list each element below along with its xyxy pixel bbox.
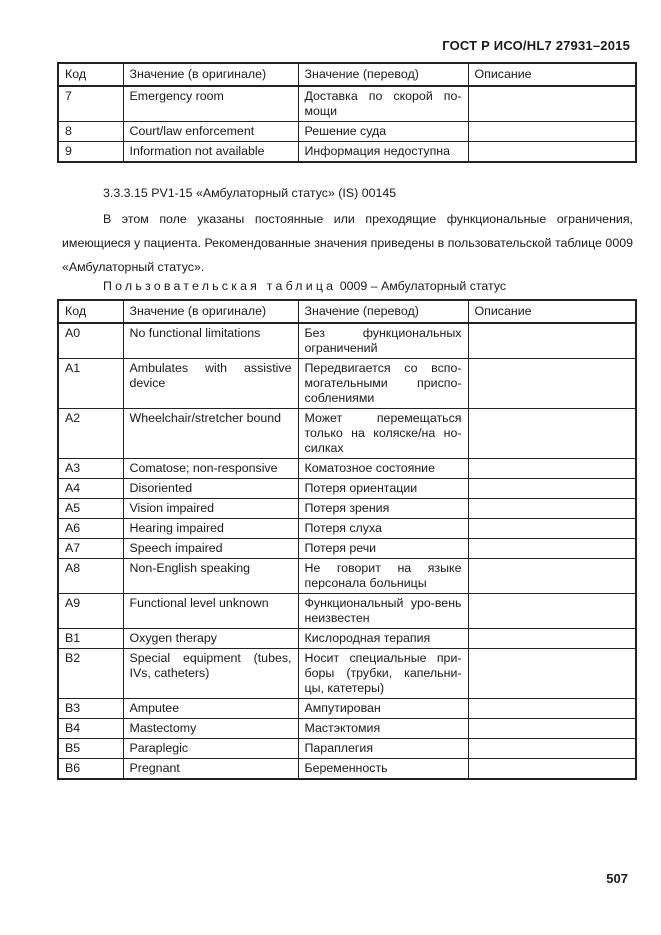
table-body: [58, 323, 636, 779]
cell-code: B1: [58, 629, 123, 649]
cell-original: Emergency room: [123, 86, 298, 122]
cell-code: A4: [58, 479, 123, 499]
cell-description: [468, 759, 636, 780]
cell-translation: Функциональный уро-вень неизвестен: [298, 594, 468, 629]
table-row: [58, 409, 636, 459]
cell-description: [468, 359, 636, 409]
cell-description: [468, 559, 636, 594]
table-row: [58, 122, 636, 142]
table-row: [58, 559, 636, 594]
cell-translation: Кислородная терапия: [298, 629, 468, 649]
cell-original: Information not available: [123, 142, 298, 163]
column-header-description: Описание: [468, 300, 636, 323]
table-row: [58, 479, 636, 499]
table-caption-title: 0009 – Амбулаторный статус: [336, 279, 507, 293]
cell-description: [468, 739, 636, 759]
cell-code: A9: [58, 594, 123, 629]
cell-original: Non-English speaking: [123, 559, 298, 594]
cell-translation: Параплегия: [298, 739, 468, 759]
cell-description: [468, 629, 636, 649]
cell-original: Ambulates with assistive device: [123, 359, 298, 409]
cell-description: [468, 539, 636, 559]
cell-description: [468, 409, 636, 459]
cell-code: A3: [58, 459, 123, 479]
column-header-original: Значение (в оригинале): [123, 63, 298, 86]
cell-code: B2: [58, 649, 123, 699]
table-row: [58, 649, 636, 699]
cell-description: [468, 594, 636, 629]
cell-code: 7: [58, 86, 123, 122]
cell-translation: Носит специальные при-боры (трубки, капельни-цы, катетеры): [298, 649, 468, 699]
table-row: [58, 629, 636, 649]
table-row: [58, 459, 636, 479]
column-header-translation: Значение (перевод): [298, 300, 468, 323]
cell-original: Wheelchair/stretcher bound: [123, 409, 298, 459]
cell-translation: Информация недоступна: [298, 142, 468, 163]
cell-original: Speech impaired: [123, 539, 298, 559]
cell-translation: Мастэктомия: [298, 719, 468, 739]
column-header-original: Значение (в оригинале): [123, 300, 298, 323]
cell-description: [468, 519, 636, 539]
page-number: 507: [606, 871, 628, 886]
cell-code: A5: [58, 499, 123, 519]
cell-original: Amputee: [123, 699, 298, 719]
cell-original: Hearing impaired: [123, 519, 298, 539]
table-row: [58, 519, 636, 539]
cell-code: 8: [58, 122, 123, 142]
table-caption: [103, 279, 506, 293]
table-header-row: [58, 300, 636, 323]
cell-original: Oxygen therapy: [123, 629, 298, 649]
table-row: [58, 359, 636, 409]
cell-code: A6: [58, 519, 123, 539]
table-header-row: [58, 63, 636, 86]
table-row: [58, 719, 636, 739]
cell-code: A1: [58, 359, 123, 409]
cell-description: [468, 142, 636, 163]
table-row: [58, 323, 636, 359]
cell-translation: Решение суда: [298, 122, 468, 142]
section-paragraph: В этом поле указаны постоянные или преходящие функциональные ограничения, имеющиеся у пациента. Рекомендованные значения приведены в пользовательской таблице 0009 «Амбулаторный статус».: [62, 212, 633, 274]
table-ambulatory-status: [57, 299, 637, 780]
cell-code: B5: [58, 739, 123, 759]
cell-translation: Потеря слуха: [298, 519, 468, 539]
cell-original: Court/law enforcement: [123, 122, 298, 142]
column-header-description: Описание: [468, 63, 636, 86]
table-body: [58, 86, 636, 162]
cell-code: A0: [58, 323, 123, 359]
cell-code: B3: [58, 699, 123, 719]
cell-translation: Беременность: [298, 759, 468, 780]
cell-original: No functional limitations: [123, 323, 298, 359]
cell-description: [468, 719, 636, 739]
cell-translation: Доставка по скорой по-мощи: [298, 86, 468, 122]
table-caption-label: Пользовательская таблица: [103, 279, 337, 293]
cell-code: B4: [58, 719, 123, 739]
cell-original: Vision impaired: [123, 499, 298, 519]
cell-translation: Потеря ориентации: [298, 479, 468, 499]
cell-original: Special equipment (tubes, IVs, catheters): [123, 649, 298, 699]
table-row: [58, 142, 636, 163]
table-row: [58, 739, 636, 759]
cell-description: [468, 86, 636, 122]
table-row: [58, 539, 636, 559]
table-row: [58, 499, 636, 519]
column-header-code: Код: [58, 300, 123, 323]
cell-description: [468, 499, 636, 519]
cell-translation: Не говорит на языке персонала больницы: [298, 559, 468, 594]
column-header-code: Код: [58, 63, 123, 86]
cell-description: [468, 122, 636, 142]
table-row: [58, 759, 636, 780]
cell-description: [468, 649, 636, 699]
cell-original: Paraplegic: [123, 739, 298, 759]
cell-description: [468, 459, 636, 479]
cell-code: A7: [58, 539, 123, 559]
column-header-translation: Значение (перевод): [298, 63, 468, 86]
table-row: [58, 86, 636, 122]
cell-original: Comatose; non-responsive: [123, 459, 298, 479]
cell-original: Functional level unknown: [123, 594, 298, 629]
table-ambulatory-codes-continued: [57, 62, 637, 163]
cell-translation: Передвигается со вспо-могательными приспо-соблениями: [298, 359, 468, 409]
cell-description: [468, 699, 636, 719]
table-row: [58, 594, 636, 629]
cell-code: 9: [58, 142, 123, 163]
cell-translation: Потеря речи: [298, 539, 468, 559]
cell-original: Mastectomy: [123, 719, 298, 739]
cell-code: A8: [58, 559, 123, 594]
table-row: [58, 699, 636, 719]
cell-translation: Ампутирован: [298, 699, 468, 719]
section-title: 3.3.3.15 PV1-15 «Амбулаторный статус» (IS) 00145: [103, 186, 397, 200]
cell-code: A2: [58, 409, 123, 459]
cell-original: Pregnant: [123, 759, 298, 780]
cell-code: B6: [58, 759, 123, 780]
cell-original: Disoriented: [123, 479, 298, 499]
cell-description: [468, 323, 636, 359]
cell-description: [468, 479, 636, 499]
document-code-header: ГОСТ Р ИСО/HL7 27931–2015: [442, 38, 630, 53]
cell-translation: Коматозное состояние: [298, 459, 468, 479]
cell-translation: Потеря зрения: [298, 499, 468, 519]
cell-translation: Может перемещаться только на коляске/на но-силках: [298, 409, 468, 459]
cell-translation: Без функциональных ограничений: [298, 323, 468, 359]
